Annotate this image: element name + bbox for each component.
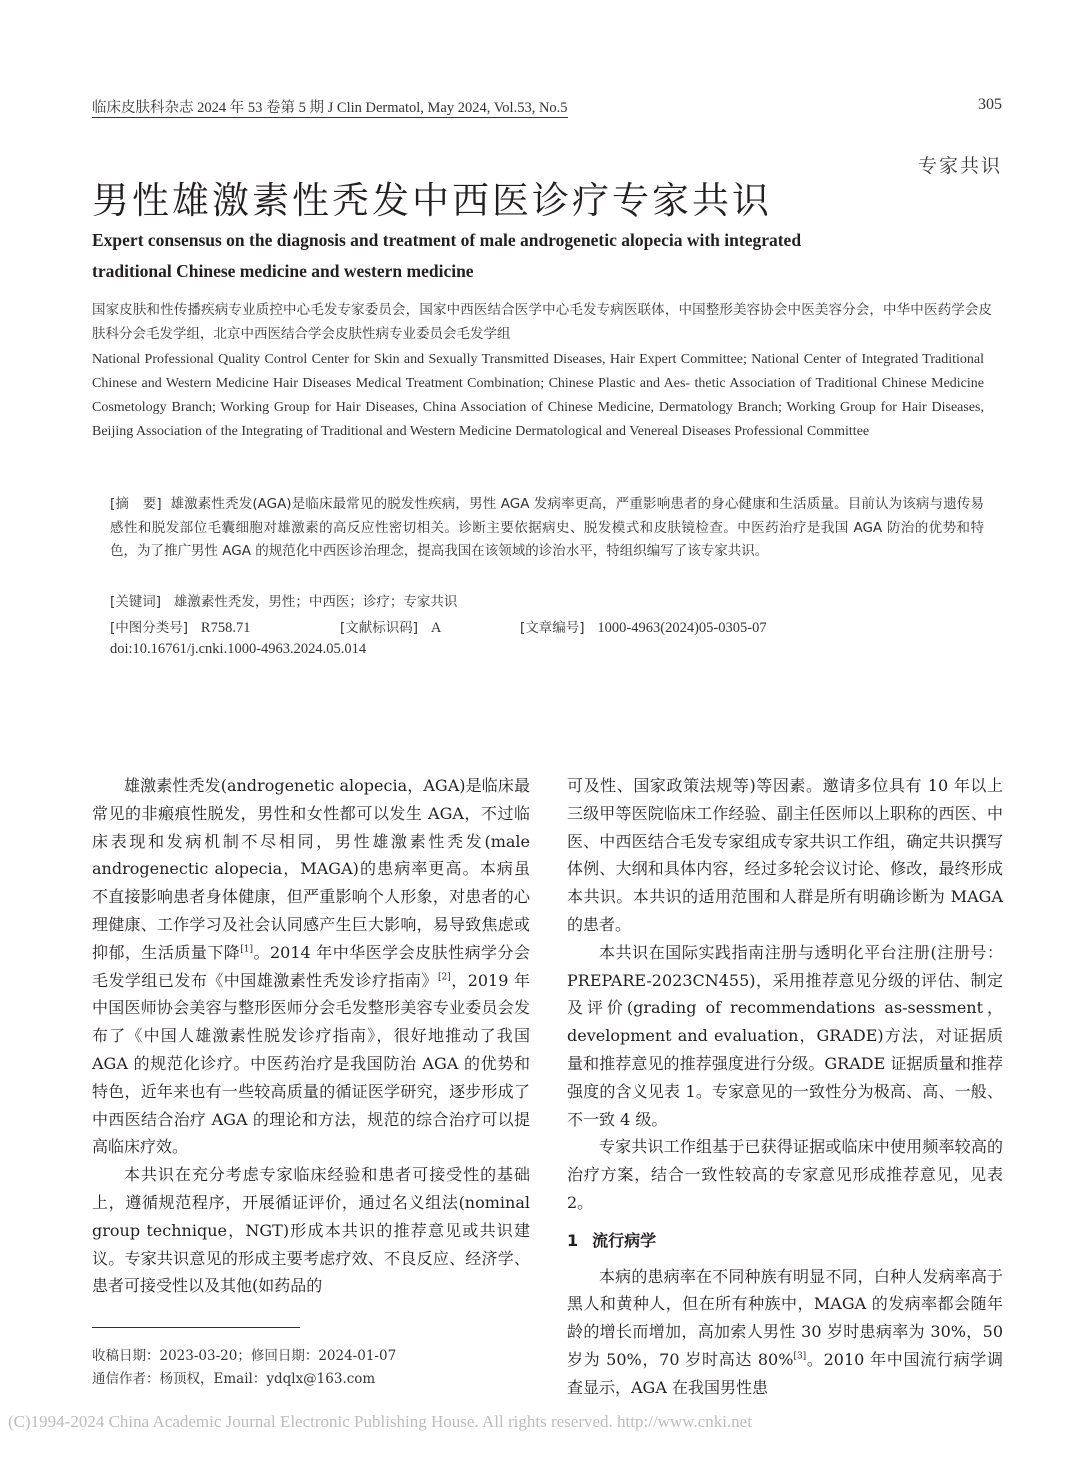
- footnotes: [92, 1345, 396, 1391]
- clc-label: [中图分类号]: [110, 620, 189, 636]
- doc-code: [340, 616, 441, 637]
- footnote-divider: [92, 1327, 300, 1328]
- journal-citation: 临床皮肤科杂志 2024 年 53 卷第 5 期 J Clin Dermatol, May 2024, Vol.53, No.5: [92, 100, 568, 116]
- authors-chinese: 国家皮肤和性传播疾病专业质控中心毛发专家委员会，国家中西医结合医学中心毛发专病医联体，中国整形美容协会中医美容分会，中华中医药学会皮肤科分会毛发学组，北京中西医结合学会皮肤性病专业委员会毛发学组: [92, 302, 992, 342]
- column-label: 专家共识: [917, 155, 1002, 177]
- section-heading-epidemiology: [567, 1227, 1003, 1255]
- body-column-left: [92, 772, 530, 1300]
- doc-code-value: A: [430, 620, 442, 636]
- keywords: [110, 590, 457, 610]
- received-dates: 收稿日期：2023-03-20；修回日期：2024-01-07: [92, 1348, 397, 1364]
- citation-ref-3[interactable]: [3]: [793, 1351, 807, 1362]
- citation-ref-1[interactable]: [1]: [240, 944, 254, 955]
- abstract: [110, 493, 984, 564]
- classification-row: [110, 616, 250, 637]
- running-head: [92, 96, 568, 117]
- article-number-value: 1000-4963(2024)05-0305-07: [597, 620, 767, 636]
- authors-english: National Professional Quality Control Center for Skin and Sexually Transmitted Diseases, Hair Expert Committee; National Center of Integrated Traditional Chinese and Western Medicine Hair Diseases Medical Treatment Combination; Chinese Plastic and Aes- thetic Association of Traditional Chinese Medicine Cosmetology Branch; Working Group for Hair Diseases, China Association of Chinese Medicine, Dermatology Branch; Working Group for Hair Diseases, Beijing Association of the Integrating of Traditional and Western Medicine Dermatological and Venereal Diseases Professional Committee: [92, 352, 984, 439]
- article-number: [520, 616, 767, 637]
- paragraph-recommendations: 专家共识工作组基于已获得证据或临床中使用频率较高的治疗方案，结合一致性较高的专家意见形成推荐意见，见表 2。: [567, 1137, 1003, 1212]
- section-number: 1: [567, 1230, 579, 1250]
- copyright-watermark: (C)1994-2024 China Academic Journal Electronic Publishing House. All rights reserved. http://www.cnki.net: [8, 1412, 752, 1431]
- keywords-label: [关键词]: [110, 594, 162, 610]
- body-column-right: [567, 772, 1003, 1402]
- text-segment: ，2019 年中国医师协会美容与整形医师分会毛发整形美容专业委员会发布了《中国人雄激素性脱发诊疗指南》，很好地推动了我国 AGA 的规范化诊疗。中医药治疗是我国防治 AGA 的优势和特色，近年来也有一些较高质量的循证医学研究，逐步形成了中西医结合治疗 AGA 的理论和方法，规范的综合治疗可以提高临床疗效。: [92, 970, 530, 1157]
- paragraph-method: 本共识在充分考虑专家临床经验和患者可接受性的基础上，遵循规范程序，开展循证评价，通过名义组法(nominal group technique，NGT)形成本共识的推荐意见或共识建议。专家共识意见的形成主要考虑疗效、不良反应、经济学、患者可接受性以及其他(如药品的: [92, 1165, 530, 1296]
- abstract-label: [摘 要]: [110, 496, 162, 512]
- doi-link[interactable]: doi:10.16761/j.cnki.1000-4963.2024.05.014: [110, 641, 367, 657]
- paragraph-intro: [92, 772, 530, 1161]
- title-english: Expert consensus on the diagnosis and treatment of male androgenetic alopecia with integrated traditional Chinese medicine and western medicine: [92, 230, 802, 281]
- paragraph-registration: 本共识在国际实践指南注册与透明化平台注册(注册号：PREPARE-2023CN455)，采用推荐意见分级的评估、制定及评价(grading of recommendations as-sessment，development and evaluation，GRADE)方法，对证据质量和推荐意见的推荐强度进行分级。GRADE 证据质量和推荐强度的含义见表 1。专家意见的一致性分为极高、高、一般、不一致 4 级。: [567, 942, 1003, 1129]
- doi[interactable]: [110, 641, 366, 658]
- section-title: 流行病学: [592, 1230, 657, 1250]
- clc-value: R758.71: [200, 620, 251, 636]
- paragraph-epidemiology: [567, 1263, 1003, 1402]
- paragraph-method-continued: 可及性、国家政策法规等)等因素。邀请多位具有 10 年以上三级甲等医院临床工作经验、副主任医师以上职称的西医、中医、中西医结合毛发专家组成专家共识工作组，确定共识撰写体例、大纲和具体内容，经过多轮会议讨论、修改，最终形成本共识。本共识的适用范围和人群是所有明确诊断为 MAGA 的患者。: [567, 776, 1003, 934]
- article-number-label: [文章编号]: [520, 620, 585, 636]
- corresponding-author: 通信作者：杨顶权，Email：ydqlx@163.com: [92, 1371, 376, 1387]
- text-segment: 本病的患病率在不同种族有明显不同，白种人发病率高于黑人和黄种人，但在所有种族中，MAGA 的发病率都会随年龄的增长而增加，高加索人男性 30 岁时患病率为 30%，50 岁为 50%，70 岁时高达 80%: [567, 1266, 1003, 1369]
- page-number: 305: [978, 96, 1002, 113]
- text-segment: 。2014 年中华医学会皮肤性病学分会毛发学组已发布《中国雄激素性秃发诊疗指南》: [92, 942, 530, 990]
- citation-ref-2[interactable]: [2]: [438, 972, 451, 983]
- title-chinese: 男性雄激素性秃发中西医诊疗专家共识: [92, 179, 772, 222]
- text-segment: 雄激素性秃发(androgenetic alopecia，AGA)是临床最常见的非瘢痕性脱发，男性和女性都可以发生 AGA，不过临床表现和发病机制不尽相同，男性雄激素性秃发(male androgenectic alopecia，MAGA)的患病率更高。本病虽不直接影响患者身体健康，但严重影响个人形象，对患者的心理健康、工作学习及社会认同感产生巨大影响，易导致焦虑或抑郁，生活质量下降: [92, 776, 530, 962]
- keywords-text: 雄激素性秃发，男性；中西医；诊疗；专家共识: [173, 594, 458, 610]
- text-segment: 。2010 年中国流行病学调查显示，AGA 在我国男性患: [567, 1349, 1003, 1397]
- doc-code-label: [文献标识码]: [340, 620, 419, 636]
- abstract-text: 雄激素性秃发(AGA)是临床最常见的脱发性疾病，男性 AGA 发病率更高，严重影响患者的身心健康和生活质量。目前认为该病与遗传易感性和脱发部位毛囊细胞对雄激素的高反应性密切相关。诊断主要依据病史、脱发模式和皮肤镜检查。中医药治疗是我国 AGA 防治的优势和特色，为了推广男性 AGA 的规范化中西医诊治理念，提高我国在该领域的诊治水平，特组织编写了该专家共识。: [110, 496, 984, 559]
